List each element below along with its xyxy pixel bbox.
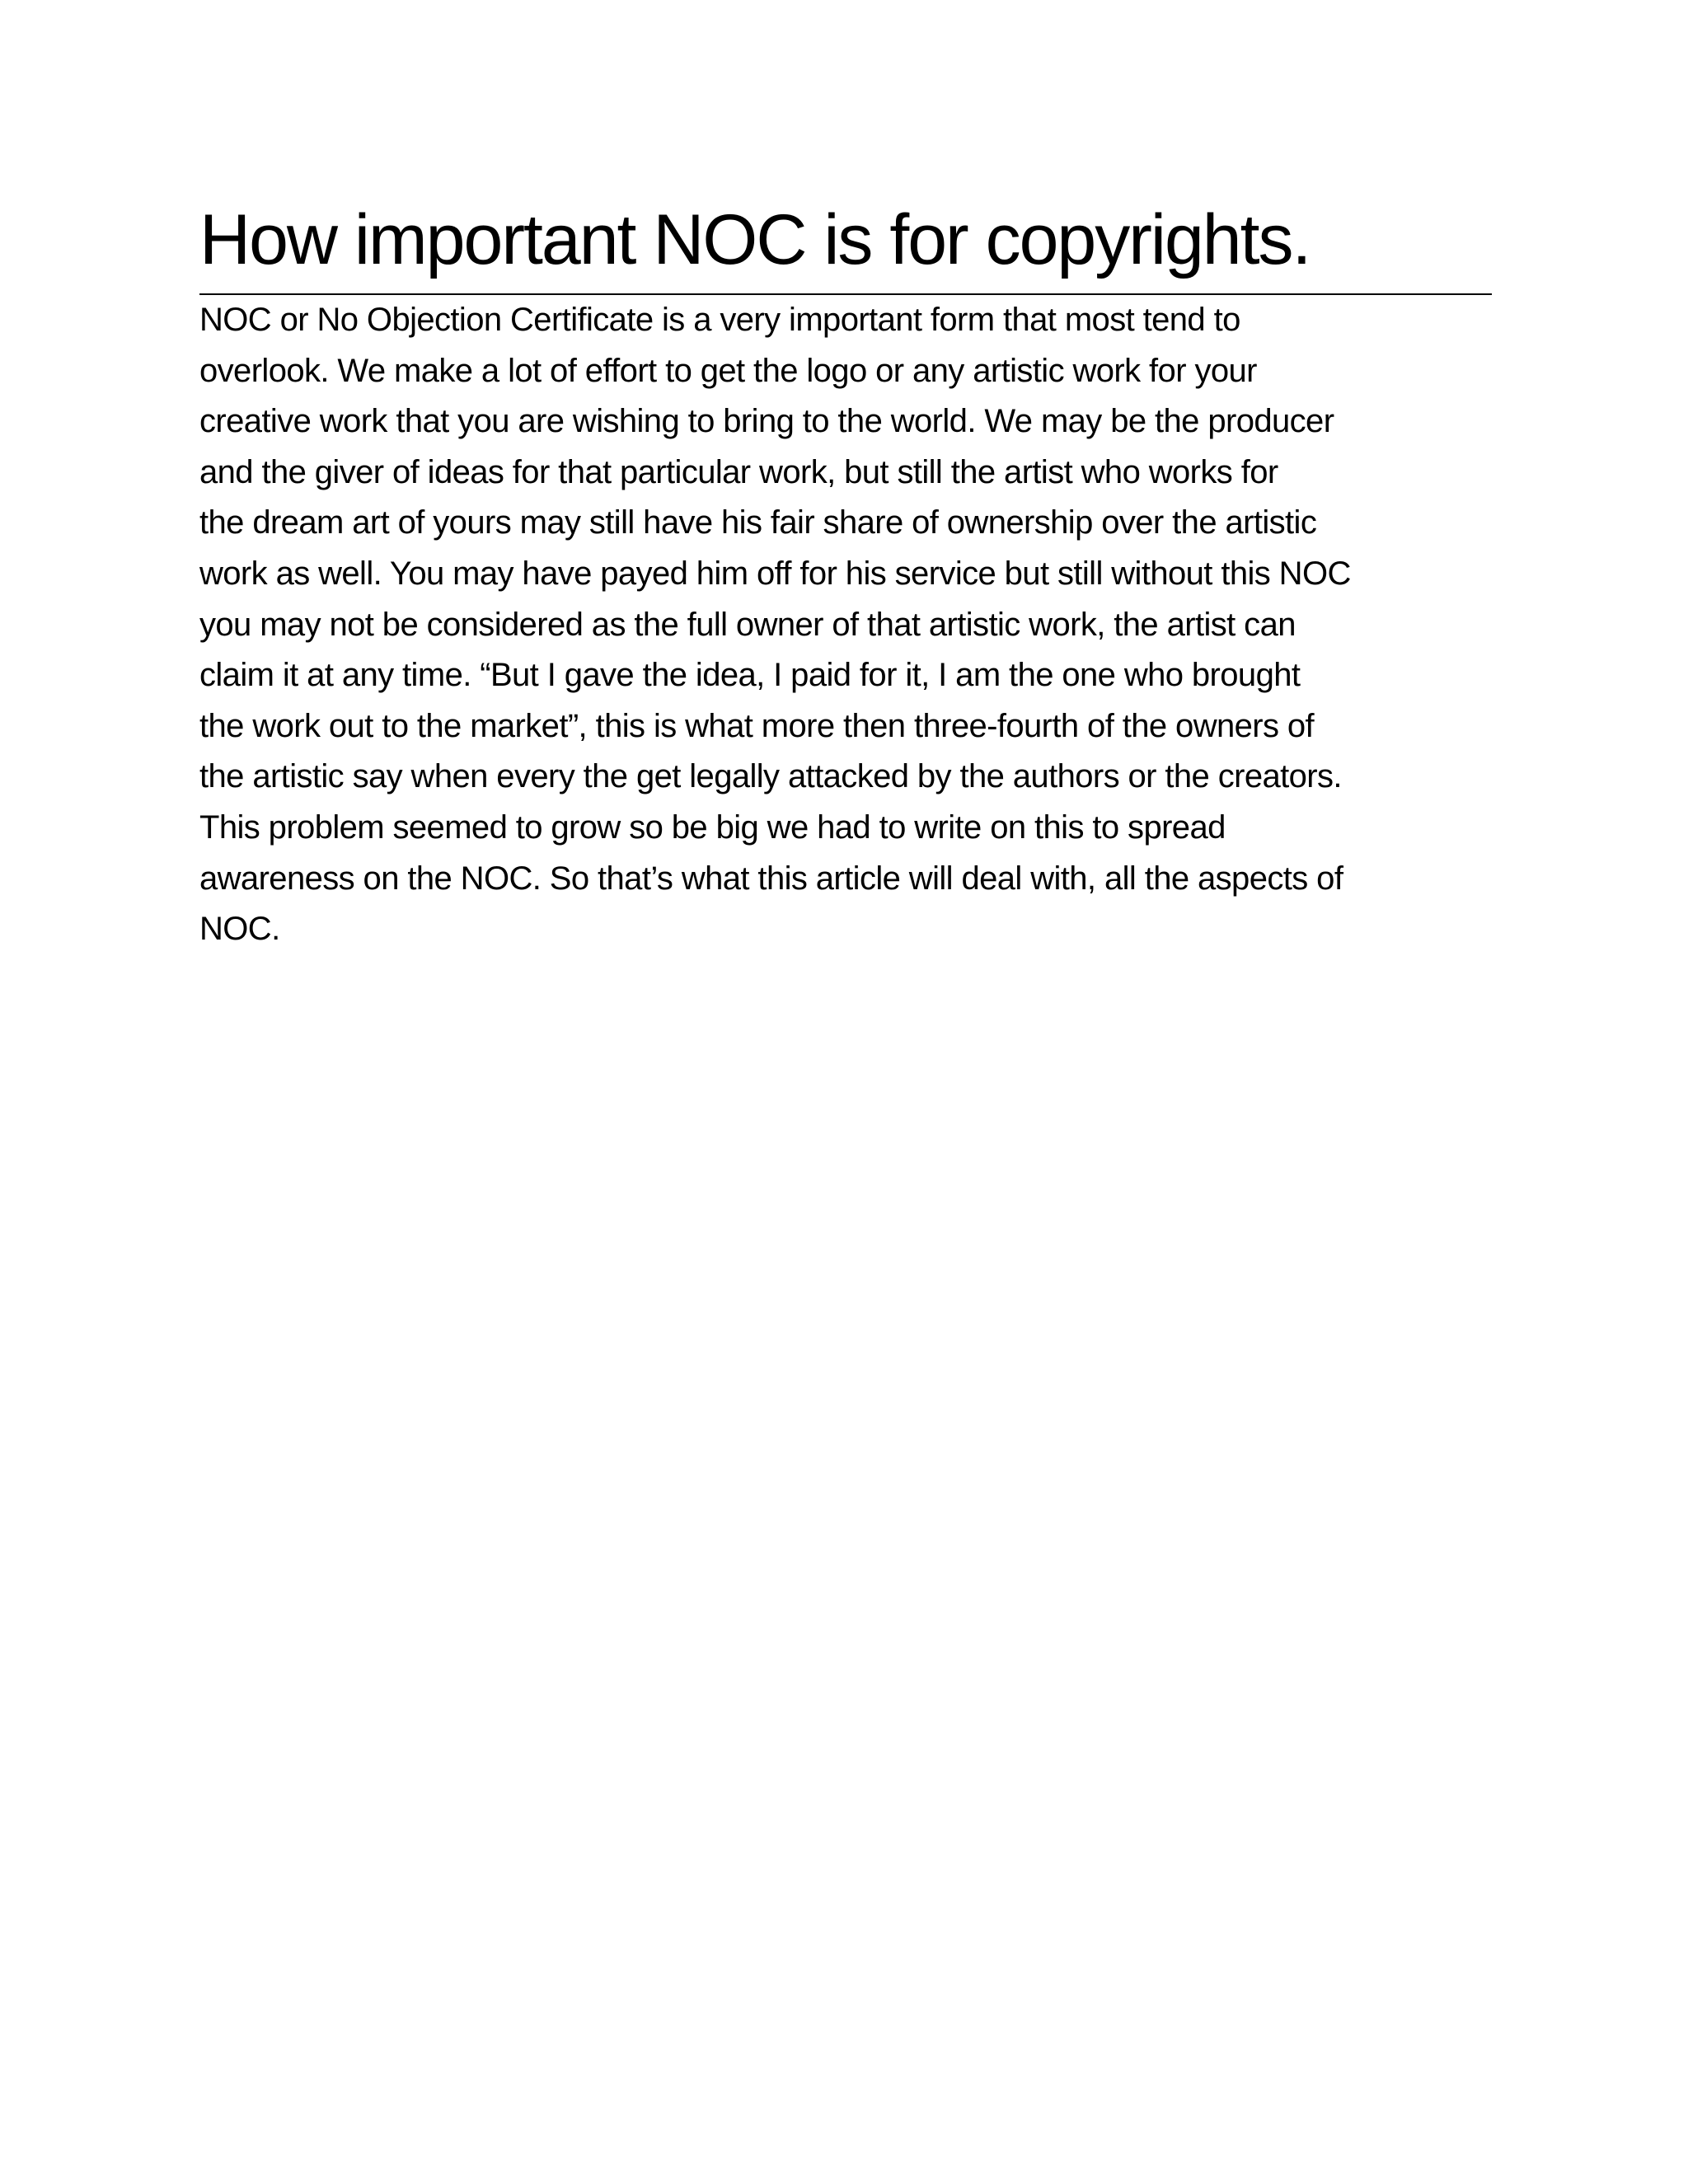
body-line: claim it at any time. “But I gave the idea, I paid for it, I am the one who brought [199,657,1301,694]
body-line: the dream art of yours may still have his fair share of ownership over the artistic [199,504,1317,541]
body-line: creative work that you are wishing to bring to the world. We may be the producer [199,403,1334,440]
body-line: This problem seemed to grow so be big we had to write on this to spread [199,808,1226,846]
body-line: the artistic say when every the get legally attacked by the authors or the creators. [199,758,1342,795]
body-line: the work out to the market”, this is what more then three-fourth of the owners of [199,707,1315,744]
body-line: awareness on the NOC. So that’s what this article will deal with, all the aspects of [199,860,1343,897]
body-line: overlook. We make a lot of effort to get the logo or any artistic work for your [199,352,1257,389]
body-line: NOC or No Objection Certificate is a very important form that most tend to [199,302,1240,338]
document-body-paragraph [199,295,1492,955]
body-line: NOC. [199,911,280,948]
body-line: work as well. You may have payed him off for his service but still without this NOC [199,555,1351,592]
body-line: and the giver of ideas for that particular work, but still the artist who works for [199,453,1278,490]
document-title: How important NOC is for copyrights. [199,200,1311,279]
body-line: you may not be considered as the full owner of that artistic work, the artist can [199,606,1296,643]
